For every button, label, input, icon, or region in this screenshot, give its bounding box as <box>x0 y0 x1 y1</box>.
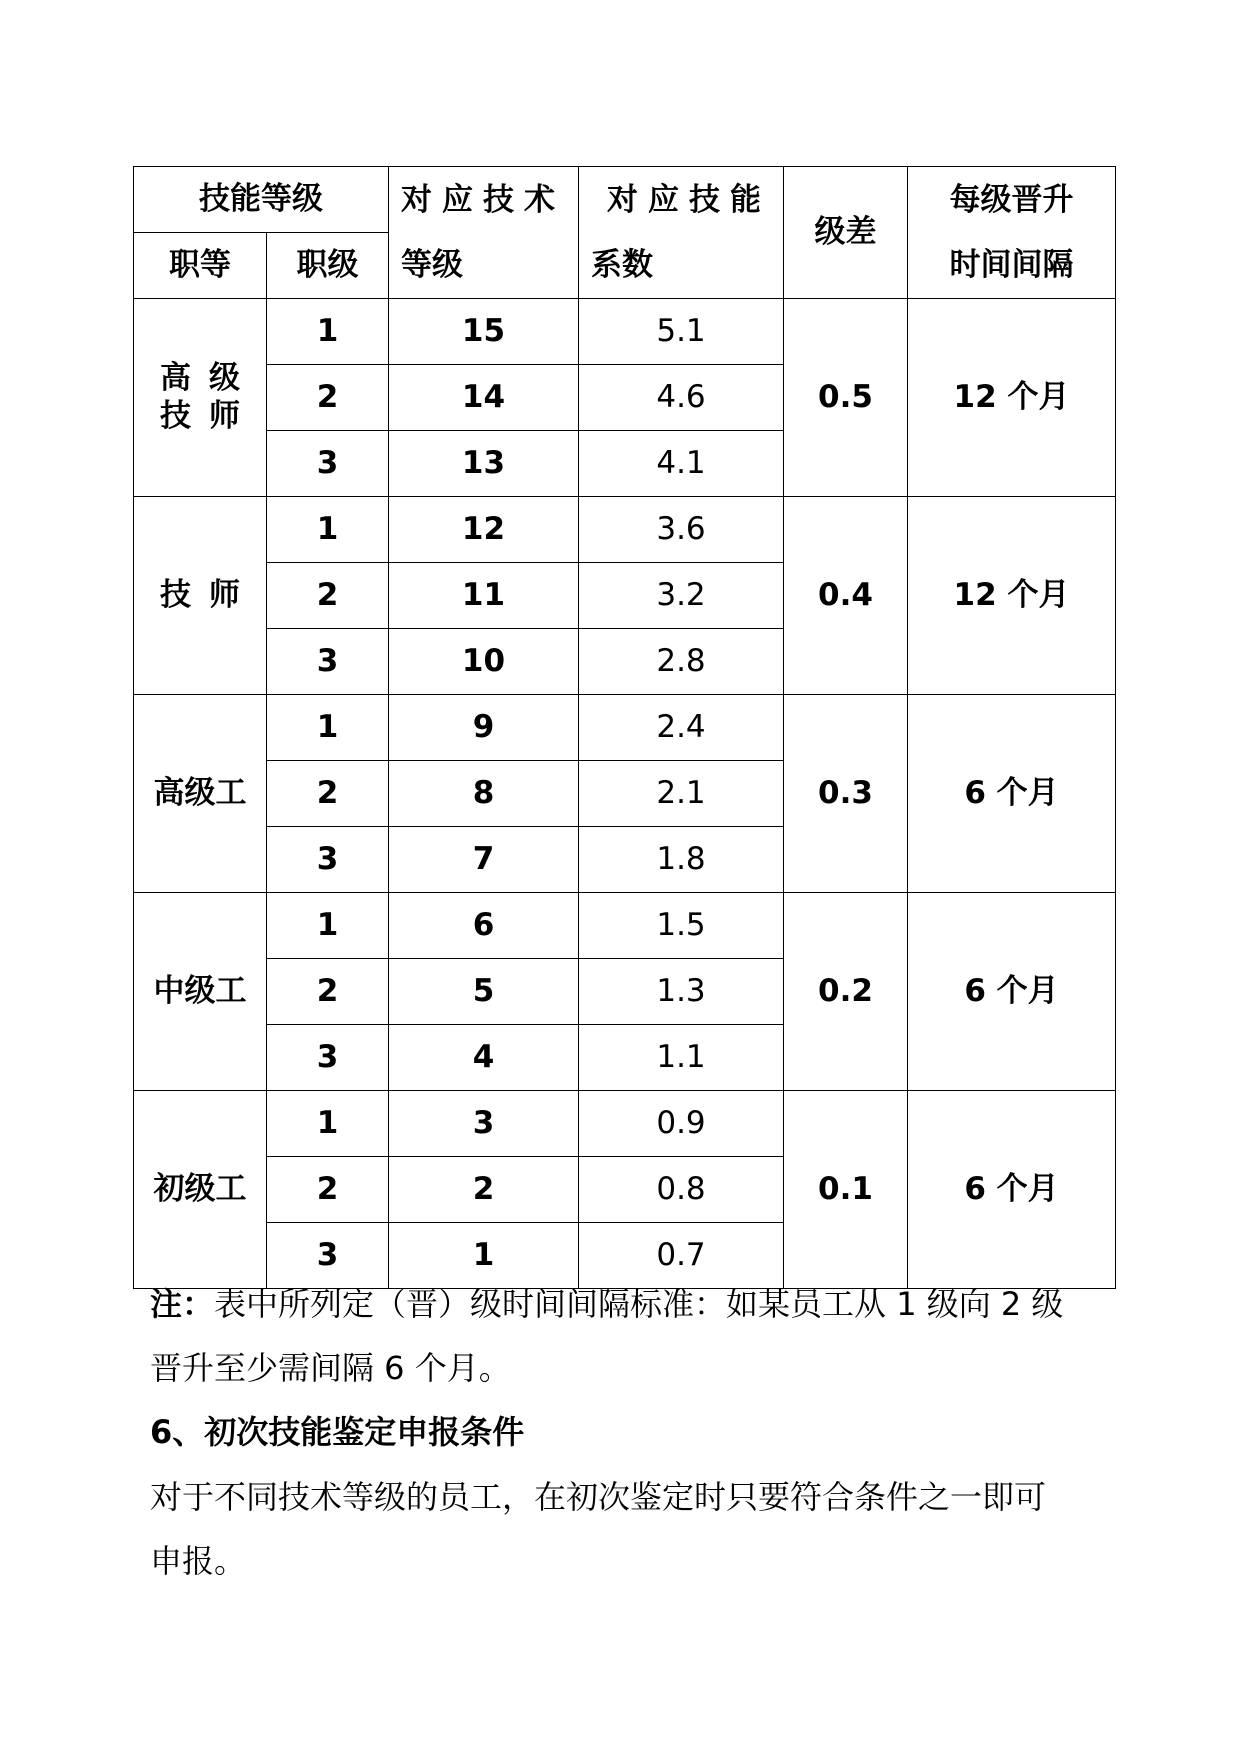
job-class-label: 高级工 <box>153 774 247 811</box>
job-grade-cell: 1 <box>267 695 389 761</box>
skill-grade-table <box>133 166 1116 1289</box>
tech-level-cell: 6 <box>389 893 579 959</box>
tech-level-cell: 11 <box>389 563 579 629</box>
tech-level-cell: 7 <box>389 827 579 893</box>
header-coefficient-line1: 对应技能 <box>607 181 771 218</box>
tech-level-cell: 3 <box>389 1091 579 1157</box>
job-class-cell <box>134 299 267 497</box>
job-grade-cell: 2 <box>267 365 389 431</box>
coefficient-cell: 3.6 <box>579 497 784 563</box>
job-grade-cell: 1 <box>267 1091 389 1157</box>
table-row <box>134 497 1116 563</box>
tech-level-cell: 8 <box>389 761 579 827</box>
tech-level-cell: 9 <box>389 695 579 761</box>
tech-level-cell: 12 <box>389 497 579 563</box>
step-cell: 0.2 <box>784 893 908 1091</box>
section-paragraph-line-2: 申报。 <box>150 1542 247 1580</box>
coefficient-cell: 1.1 <box>579 1025 784 1091</box>
header-step: 级差 <box>784 167 908 299</box>
job-class-line2: 技师 <box>160 397 258 434</box>
header-interval-line2: 时间间隔 <box>949 246 1074 283</box>
job-class-cell <box>134 1091 267 1289</box>
job-grade-cell: 2 <box>267 761 389 827</box>
interval-cell: 12 个月 <box>908 497 1116 695</box>
coefficient-cell: 3.2 <box>579 563 784 629</box>
coefficient-cell: 4.6 <box>579 365 784 431</box>
tech-level-cell: 4 <box>389 1025 579 1091</box>
tech-level-cell: 14 <box>389 365 579 431</box>
header-skill-level: 技能等级 <box>134 167 389 233</box>
interval-cell: 6 个月 <box>908 695 1116 893</box>
header-coefficient-line2: 系数 <box>591 246 653 283</box>
interval-cell: 12 个月 <box>908 299 1116 497</box>
job-class-cell <box>134 695 267 893</box>
coefficient-cell: 0.9 <box>579 1091 784 1157</box>
job-grade-cell: 2 <box>267 1157 389 1223</box>
coefficient-cell: 5.1 <box>579 299 784 365</box>
job-grade-cell: 1 <box>267 893 389 959</box>
tech-level-cell: 5 <box>389 959 579 1025</box>
job-grade-cell: 3 <box>267 431 389 497</box>
job-grade-cell: 2 <box>267 959 389 1025</box>
note-text: 表中所列定（晋）级时间间隔标准：如某员工从 1 级向 2 级 <box>214 1285 1064 1323</box>
job-class-cell <box>134 497 267 695</box>
step-cell: 0.5 <box>784 299 908 497</box>
coefficient-cell: 0.7 <box>579 1223 784 1289</box>
coefficient-cell: 2.4 <box>579 695 784 761</box>
header-job-class: 职等 <box>134 233 267 299</box>
coefficient-cell: 2.1 <box>579 761 784 827</box>
header-job-grade: 职级 <box>267 233 389 299</box>
tech-level-cell: 13 <box>389 431 579 497</box>
job-grade-cell: 1 <box>267 497 389 563</box>
table-row <box>134 1091 1116 1157</box>
interval-cell: 6 个月 <box>908 1091 1116 1289</box>
interval-cell: 6 个月 <box>908 893 1116 1091</box>
step-cell: 0.1 <box>784 1091 908 1289</box>
header-row-1 <box>134 167 1116 233</box>
note-line-2: 晋升至少需间隔 6 个月。 <box>150 1349 511 1387</box>
job-grade-cell: 3 <box>267 827 389 893</box>
coefficient-cell: 4.1 <box>579 431 784 497</box>
table-row <box>134 695 1116 761</box>
header-tech-level-line2: 等级 <box>401 246 463 283</box>
tech-level-cell: 1 <box>389 1223 579 1289</box>
header-tech-level <box>389 167 579 299</box>
header-coefficient <box>579 167 784 299</box>
coefficient-cell: 0.8 <box>579 1157 784 1223</box>
header-tech-level-line1: 对应技术 <box>401 181 565 218</box>
header-interval <box>908 167 1116 299</box>
job-class-line1: 高级 <box>160 360 258 397</box>
job-grade-cell: 3 <box>267 1223 389 1289</box>
job-class-label: 中级工 <box>153 972 247 1009</box>
tech-level-cell: 15 <box>389 299 579 365</box>
job-grade-cell: 2 <box>267 563 389 629</box>
job-grade-cell: 3 <box>267 629 389 695</box>
header-interval-line1: 每级晋升 <box>949 181 1074 218</box>
job-class-cell <box>134 893 267 1091</box>
note-line-1 <box>150 1284 1063 1324</box>
coefficient-cell: 1.3 <box>579 959 784 1025</box>
job-class-label: 初级工 <box>153 1170 247 1207</box>
coefficient-cell: 2.8 <box>579 629 784 695</box>
note-label: 注： <box>150 1285 215 1323</box>
tech-level-cell: 10 <box>389 629 579 695</box>
job-class-label: 技师 <box>160 576 258 613</box>
section-paragraph-line-1: 对于不同技术等级的员工，在初次鉴定时只要符合条件之一即可 <box>150 1478 1047 1516</box>
tech-level-cell: 2 <box>389 1157 579 1223</box>
step-cell: 0.3 <box>784 695 908 893</box>
step-cell: 0.4 <box>784 497 908 695</box>
coefficient-cell: 1.8 <box>579 827 784 893</box>
section-heading: 6、初次技能鉴定申报条件 <box>150 1413 525 1451</box>
table-row <box>134 299 1116 365</box>
job-grade-cell: 3 <box>267 1025 389 1091</box>
job-grade-cell: 1 <box>267 299 389 365</box>
table-row <box>134 893 1116 959</box>
coefficient-cell: 1.5 <box>579 893 784 959</box>
